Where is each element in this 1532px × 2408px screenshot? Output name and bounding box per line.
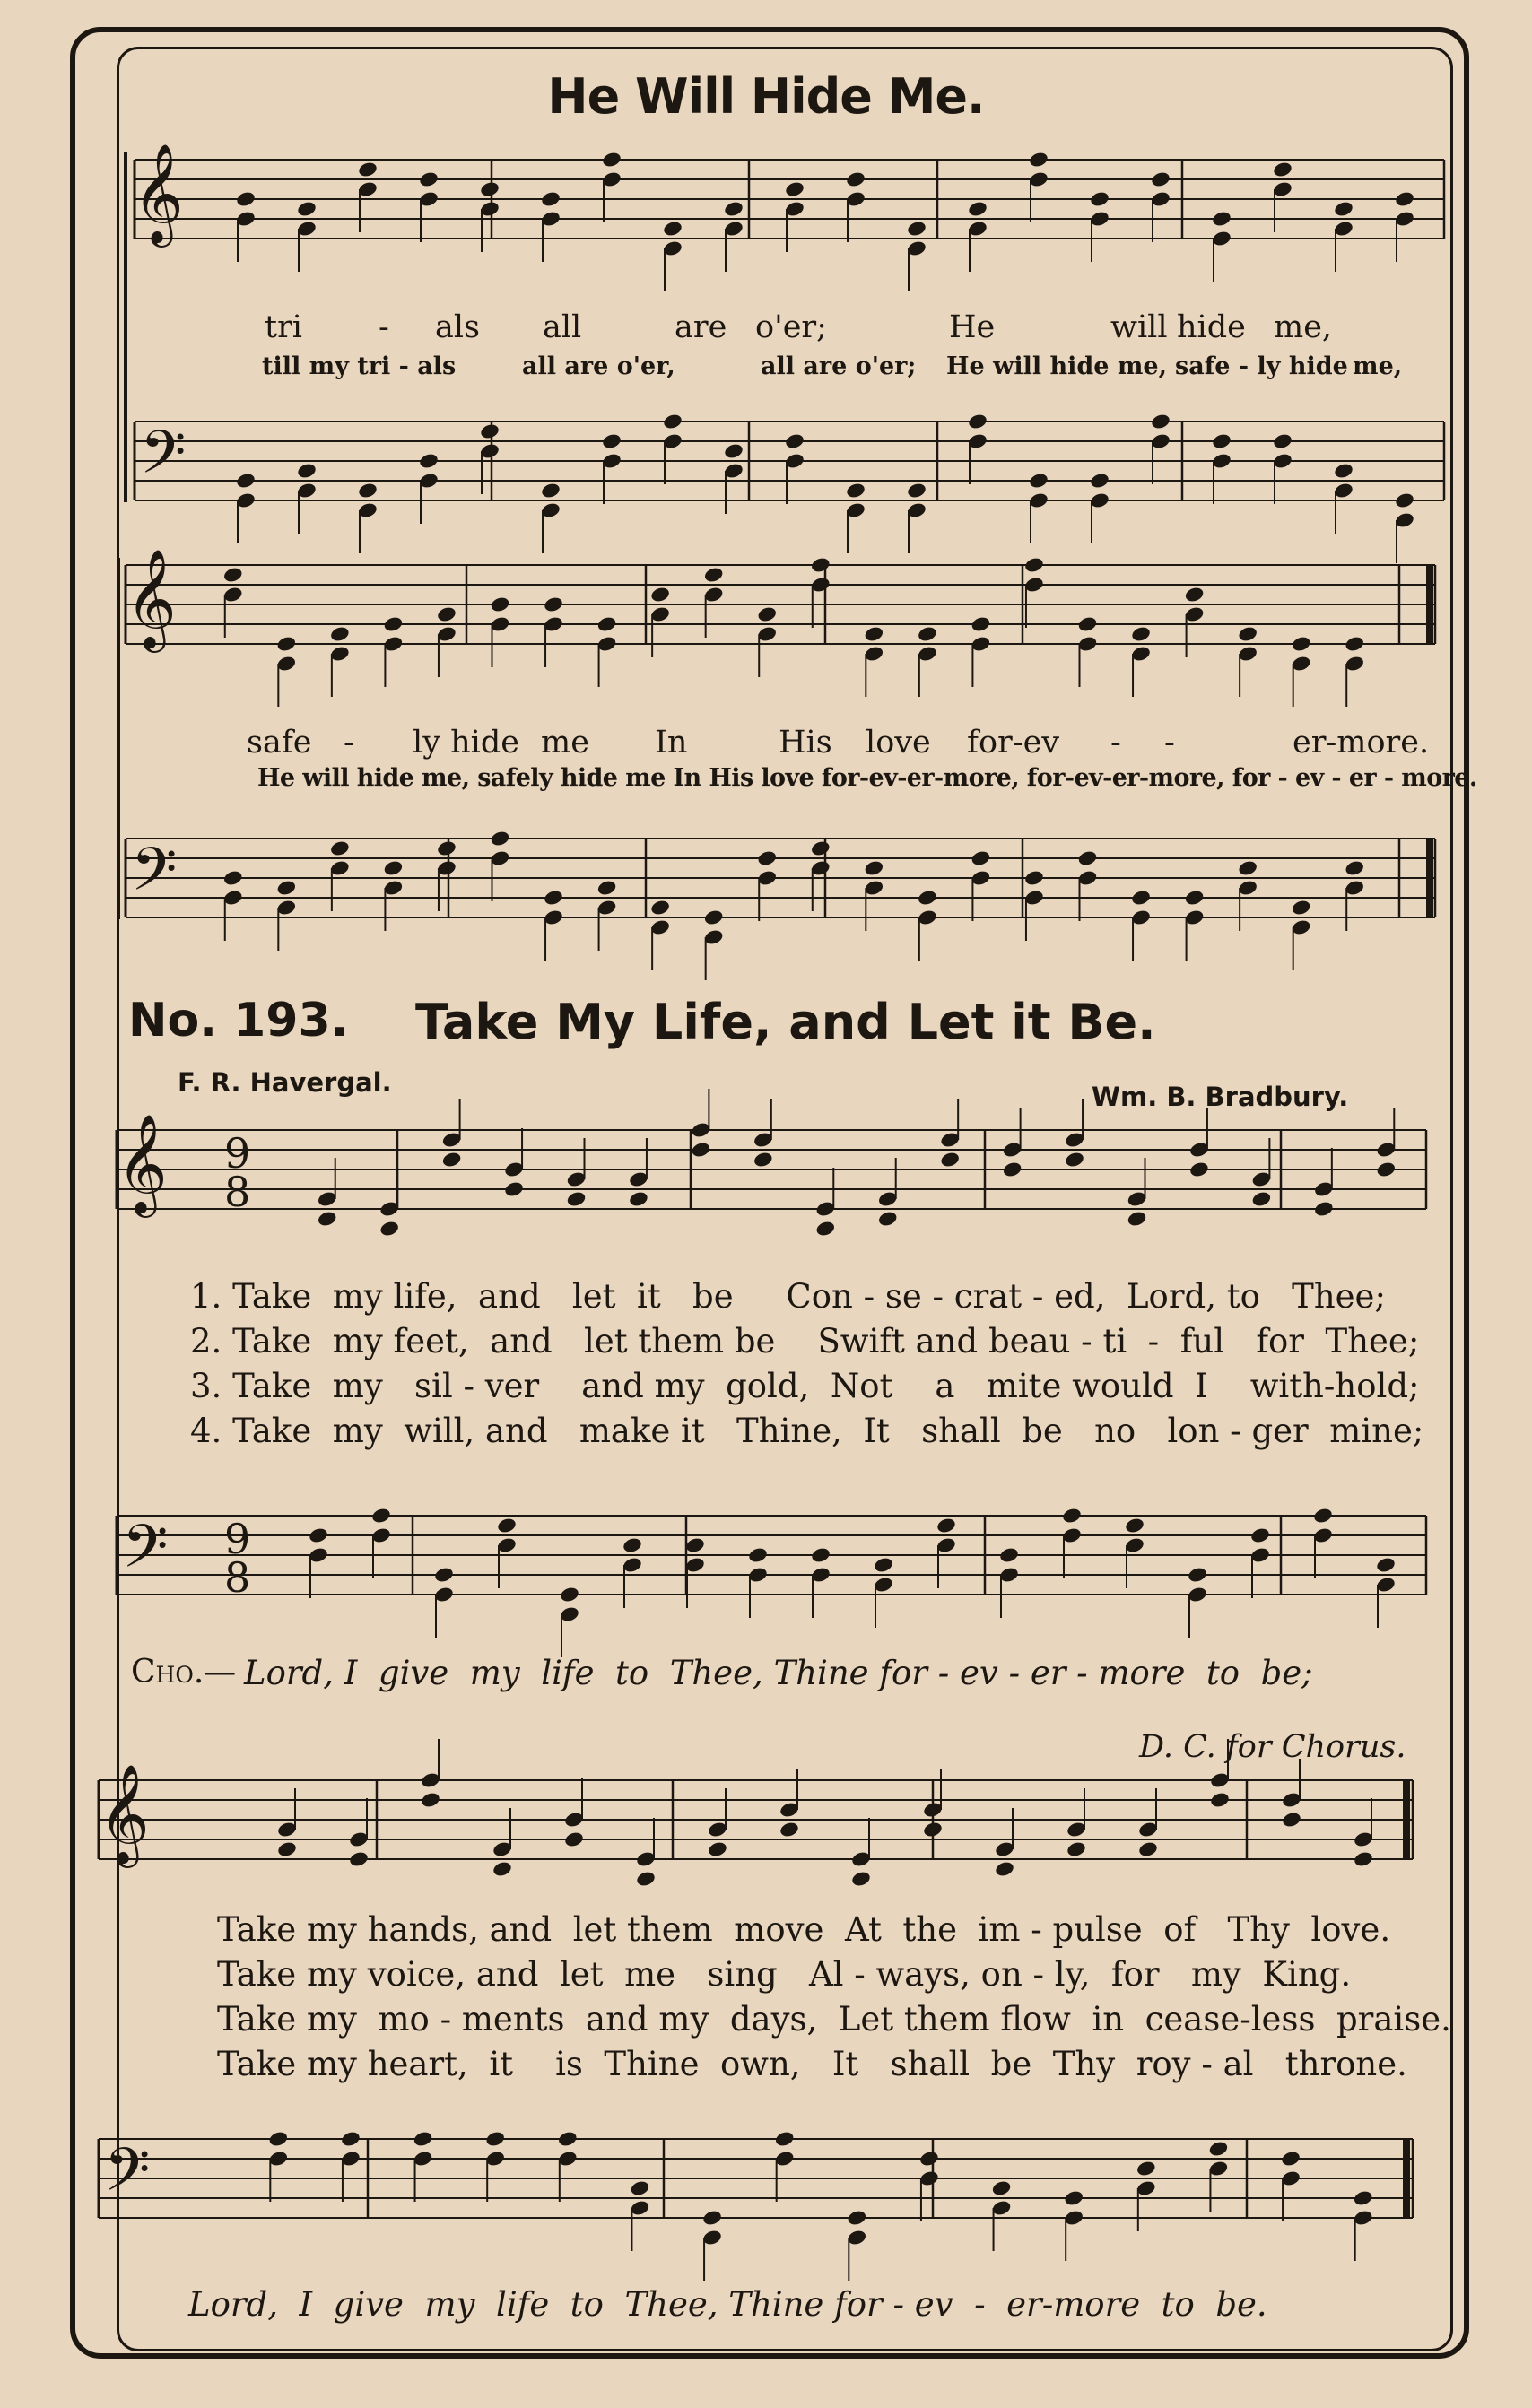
note-head [703, 908, 725, 926]
note-head [701, 2209, 723, 2227]
lyric-syllable: hide [1177, 309, 1246, 345]
bass-clef: 𝄢 [140, 418, 187, 501]
note-head [1394, 190, 1415, 208]
lyric-syllable: - [1164, 725, 1175, 761]
note-head [1184, 586, 1206, 604]
note-head [774, 2130, 796, 2148]
note-head [723, 200, 744, 218]
hymn-title: Take My Life, and Let it Be. [415, 994, 1156, 1050]
note-head [1064, 1151, 1085, 1169]
composer: Wm. B. Bradbury. [1092, 1082, 1349, 1112]
note-head [490, 830, 511, 848]
note-head [1375, 1161, 1397, 1178]
lyric-syllable: ly hide [413, 725, 519, 761]
lyric-syllable: for-ev [967, 725, 1060, 761]
note-head [596, 879, 618, 897]
verse-line: Take my heart, it is Thine own, It shall be Thy roy - al throne. [217, 2045, 1407, 2083]
note-head [379, 1220, 400, 1238]
note-head [1211, 210, 1232, 228]
chorus-label: Cho.— [131, 1654, 237, 1691]
note-head [630, 2179, 651, 2197]
note-head [1344, 635, 1365, 653]
verse-line: Take my mo - ments and my days, Let them flow in cease-less praise. [217, 2000, 1451, 2039]
note-head [1028, 151, 1049, 169]
note-head [566, 1190, 588, 1208]
note-head [296, 462, 318, 480]
note-head [877, 1210, 899, 1228]
verse-line: 2. Take my feet, and let them be Swift and beau - ti - ful for Thee; [190, 1322, 1420, 1360]
note-head [756, 605, 778, 623]
lyric-syllable: me, [1353, 352, 1403, 380]
note-head [814, 1220, 836, 1238]
note-head [1333, 200, 1354, 218]
note-head [317, 1210, 338, 1228]
note-head [222, 566, 244, 584]
note-head [649, 586, 671, 604]
note-head [1150, 170, 1171, 188]
note-head [635, 1870, 657, 1888]
note-head [873, 1556, 894, 1574]
note-head [1124, 1517, 1145, 1534]
note-head [1333, 462, 1354, 480]
bass-clef: 𝄢 [104, 2135, 151, 2219]
note-head [329, 839, 351, 857]
note-head [753, 1151, 774, 1169]
note-head [1272, 432, 1293, 450]
chorus-line: Lord, I give my life to Thee, Thine for - ev - er - more to be; [244, 1654, 1313, 1692]
note-head [906, 220, 927, 238]
final-bar [1426, 839, 1433, 917]
note-head [1237, 859, 1258, 877]
note-head [1188, 1161, 1210, 1178]
note-head [370, 1507, 392, 1525]
da-capo-mark: D. C. for Chorus. [1139, 1729, 1406, 1765]
note-head [1344, 859, 1365, 877]
note-head [1127, 1210, 1148, 1228]
lyric-syllable: safe [247, 725, 312, 761]
note-head [1002, 1161, 1023, 1178]
note-head [433, 1566, 455, 1584]
note-head [357, 161, 379, 178]
note-head [1063, 2189, 1084, 2207]
chorus-label-text: Cho. [131, 1654, 205, 1691]
note-head [918, 2150, 940, 2168]
note-head [222, 869, 244, 887]
note-head [784, 180, 805, 198]
note-head [747, 1546, 769, 1564]
lyric-syllable: als [435, 309, 481, 345]
time-signature: 8 [224, 1168, 251, 1216]
note-head [662, 413, 683, 430]
lyric-syllable: all [543, 309, 582, 345]
lyric-syllable: love [866, 725, 931, 761]
chorus-line: Lord, I give my life to Thee, Thine for - ev - er-more to be. [188, 2285, 1267, 2324]
note-head [864, 859, 885, 877]
lyric-syllable: His [779, 725, 832, 761]
note-head [1028, 472, 1049, 490]
lyric-syllable: safe - ly hide [1175, 352, 1348, 380]
note-head [1211, 432, 1232, 450]
note-head [296, 200, 318, 218]
note-head [383, 859, 405, 877]
note-head [559, 1586, 580, 1604]
note-head [1136, 2160, 1157, 2178]
hymn1-line2-lyrics-lower: He will hide me, safely hide me In His love for-ev-er-more, for-ev-er-more, for - ev - er - more. [257, 764, 1477, 792]
note-head [235, 472, 257, 490]
note-head [1249, 1526, 1271, 1544]
note-head [810, 839, 831, 857]
note-head [691, 1141, 712, 1159]
note-head [490, 595, 511, 613]
note-head [563, 1830, 585, 1848]
lyric-syllable: o'er; [755, 309, 827, 345]
note-head [1208, 2140, 1230, 2158]
lyricist: F. R. Havergal. [178, 1067, 392, 1098]
note-head [1023, 556, 1045, 574]
note-head [967, 200, 988, 218]
note-head [357, 482, 379, 500]
note-head [779, 1821, 800, 1839]
lyric-syllable: He will hide me, [946, 352, 1167, 380]
note-head [596, 615, 618, 633]
note-head [622, 1536, 643, 1554]
hymn-title: He Will Hide Me. [547, 68, 985, 125]
note-head [1291, 899, 1312, 917]
note-head [436, 605, 457, 623]
bass-clef: 𝄢 [122, 1512, 169, 1595]
lyric-syllable: - [344, 725, 354, 761]
lyric-syllable: till my tri - als [262, 352, 457, 380]
note-head [994, 1860, 1015, 1878]
final-bar [1403, 1780, 1410, 1859]
lyric-syllable: will [1110, 309, 1168, 345]
note-head [1394, 491, 1415, 509]
note-head [1137, 1840, 1159, 1858]
note-head [1251, 1190, 1273, 1208]
note-head [1184, 889, 1206, 907]
lyric-syllable: In [655, 725, 688, 761]
note-head [784, 432, 805, 450]
note-head [418, 452, 440, 470]
note-head [1130, 625, 1152, 643]
note-head [906, 482, 927, 500]
note-head [649, 899, 671, 917]
lyric-syllable: - [379, 309, 389, 345]
note-head [418, 170, 440, 188]
note-head [479, 180, 501, 198]
note-head [864, 625, 885, 643]
note-head [991, 2179, 1013, 2197]
note-head [479, 422, 501, 440]
time-signature: 9 [224, 1515, 251, 1563]
lyric-syllable: He [949, 309, 996, 345]
note-head [340, 2130, 361, 2148]
note-head [235, 190, 257, 208]
note-head [540, 190, 561, 208]
note-head [329, 625, 351, 643]
note-head [1077, 615, 1099, 633]
note-head [1280, 2150, 1301, 2168]
note-head [707, 1840, 728, 1858]
note-head [268, 2130, 290, 2148]
treble-clef: 𝄞 [99, 1763, 150, 1864]
note-head [847, 2209, 868, 2227]
note-head [1353, 2189, 1374, 2207]
note-head [1061, 1507, 1083, 1525]
lyric-syllable: all are o'er; [761, 352, 917, 380]
note-head [540, 482, 561, 500]
lyric-syllable: tri [265, 309, 302, 345]
note-head [662, 220, 683, 238]
final-bar [1403, 2139, 1410, 2218]
note-head [1089, 190, 1110, 208]
note-head [917, 889, 938, 907]
note-head [939, 1151, 961, 1169]
note-head [810, 1546, 831, 1564]
lyric-syllable: all are o'er, [522, 352, 675, 380]
note-head [1353, 1850, 1374, 1868]
note-head [850, 1870, 872, 1888]
note-head [601, 432, 622, 450]
note-head [543, 595, 564, 613]
time-signature: 9 [224, 1129, 251, 1178]
note-head [420, 1791, 441, 1809]
bass-clef: 𝄢 [131, 835, 178, 918]
note-head [383, 615, 405, 633]
treble-clef: 𝄞 [126, 548, 177, 648]
verse-line: 1. Take my life, and let it be Con - se - crat - ed, Lord, to Thee; [190, 1277, 1386, 1316]
note-head [936, 1517, 957, 1534]
note-head [1066, 1840, 1087, 1858]
note-head [543, 889, 564, 907]
lyric-syllable: me [541, 725, 589, 761]
note-head [496, 1517, 518, 1534]
note-head [484, 2130, 506, 2148]
verse-line: 3. Take my sil - ver and my gold, Not a mite would I with-hold; [190, 1367, 1420, 1405]
note-head [684, 1536, 706, 1554]
note-head [1312, 1507, 1334, 1525]
note-head [917, 625, 938, 643]
note-head [971, 615, 992, 633]
note-head [601, 151, 622, 169]
hymn-number: No. 193. [128, 994, 349, 1048]
verse-line: Take my hands, and let them move At the im - pulse of Thy love. [217, 1910, 1391, 1949]
note-head [1130, 889, 1152, 907]
note-head [492, 1860, 513, 1878]
note-head [845, 482, 866, 500]
note-head [967, 413, 988, 430]
treble-clef: 𝄞 [117, 1113, 168, 1213]
note-head [413, 2130, 434, 2148]
note-head [1023, 869, 1045, 887]
note-head [436, 839, 457, 857]
lyric-syllable: me, [1274, 309, 1333, 345]
lyric-syllable: are [675, 309, 727, 345]
note-head [845, 170, 866, 188]
note-head [1375, 1556, 1397, 1574]
note-head [756, 849, 778, 867]
note-head [308, 1526, 329, 1544]
note-head [1291, 635, 1312, 653]
note-head [1150, 413, 1171, 430]
note-head [1209, 1791, 1231, 1809]
note-head [723, 442, 744, 460]
note-head [1187, 1566, 1208, 1584]
treble-clef: 𝄞 [133, 143, 184, 243]
note-head [971, 849, 992, 867]
note-head [1272, 161, 1293, 178]
note-head [1313, 1200, 1335, 1218]
note-head [441, 1151, 463, 1169]
verse-line: Take my voice, and let me sing Al - ways, on - ly, for my King. [217, 1955, 1352, 1994]
verse-line: 4. Take my will, and make it Thine, It shall be no lon - ger mine; [190, 1412, 1424, 1450]
note-head [1237, 625, 1258, 643]
lyric-syllable: - [1110, 725, 1121, 761]
note-head [810, 556, 831, 574]
note-head [276, 635, 298, 653]
note-head [1077, 849, 1099, 867]
note-head [998, 1546, 1020, 1564]
note-head [276, 879, 298, 897]
note-head [276, 1840, 298, 1858]
note-head [703, 566, 725, 584]
note-head [628, 1190, 649, 1208]
note-head [503, 1180, 525, 1198]
note-head [1281, 1811, 1302, 1829]
note-head [1089, 472, 1110, 490]
note-head [557, 2130, 579, 2148]
final-bar [1426, 565, 1433, 644]
lyric-syllable: er-more. [1293, 725, 1430, 761]
note-head [922, 1821, 944, 1839]
note-head [348, 1850, 370, 1868]
time-signature: 8 [224, 1553, 251, 1602]
